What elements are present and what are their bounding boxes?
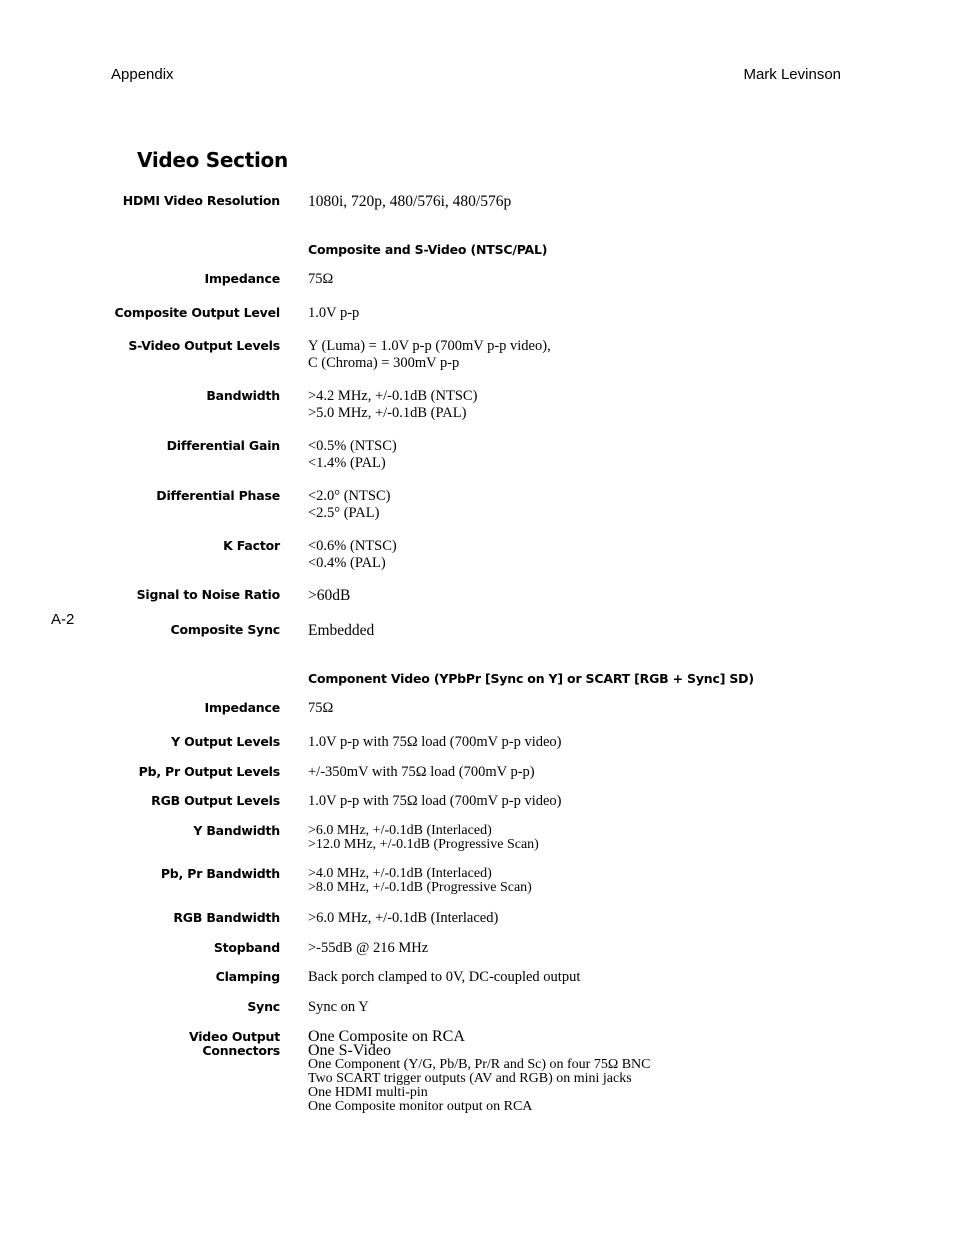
spec-label: Pb, Pr Bandwidth xyxy=(160,866,280,881)
spec-label: Stopband xyxy=(213,940,280,955)
spec-value: +/-350mV with 75Ω load (700mV p-p) xyxy=(308,764,535,780)
spec-value: >6.0 MHz, +/-0.1dB (Interlaced) >12.0 MHz, +/-0.1dB (Progressive Scan) xyxy=(308,823,539,852)
spec-value: Embedded xyxy=(308,622,375,639)
spec-value: >6.0 MHz, +/-0.1dB (Interlaced) xyxy=(308,910,499,926)
spec-value: Sync on Y xyxy=(308,999,369,1015)
spec-label: RGB Bandwidth xyxy=(173,910,280,925)
spec-value: >-55dB @ 216 MHz xyxy=(308,940,429,956)
spec-label: Signal to Noise Ratio xyxy=(136,587,280,602)
spec-value: <2.0° (NTSC) <2.5° (PAL) xyxy=(308,488,391,521)
spec-value: 1.0V p-p xyxy=(308,305,360,321)
spec-label: Differential Gain xyxy=(166,438,280,453)
video-output-connectors-label: Video Output Connectors xyxy=(188,1029,280,1058)
component-heading: Component Video (YPbPr [Sync on Y] or SCART [RGB + Sync] SD) xyxy=(308,671,754,686)
spec-label: S-Video Output Levels xyxy=(128,338,280,353)
spec-value: >4.2 MHz, +/-0.1dB (NTSC) >5.0 MHz, +/-0.1dB (PAL) xyxy=(308,388,478,421)
spec-label: Pb, Pr Output Levels xyxy=(138,764,280,779)
spec-label: Impedance xyxy=(204,271,280,286)
spec-label: Composite Sync xyxy=(170,622,280,637)
spec-label: Clamping xyxy=(215,969,280,984)
spec-label: Impedance xyxy=(204,700,280,715)
spec-label: K Factor xyxy=(223,538,280,553)
header-right: Mark Levinson xyxy=(743,66,841,83)
section-title: Video Section xyxy=(137,148,288,172)
spec-label: Y Bandwidth xyxy=(193,823,280,838)
header-left: Appendix xyxy=(111,66,174,83)
spec-value: >60dB xyxy=(308,587,351,604)
spec-value: <0.5% (NTSC) <1.4% (PAL) xyxy=(308,438,397,471)
spec-label: Sync xyxy=(247,999,280,1014)
spec-value: Back porch clamped to 0V, DC-coupled output xyxy=(308,969,581,985)
spec-value: 1.0V p-p with 75Ω load (700mV p-p video) xyxy=(308,734,562,750)
connector-item: One Composite monitor output on RCA xyxy=(308,1099,533,1114)
composite-svideo-heading: Composite and S-Video (NTSC/PAL) xyxy=(308,242,548,257)
spec-label: Differential Phase xyxy=(156,488,280,503)
hdmi-resolution-label: HDMI Video Resolution xyxy=(122,193,280,208)
connector-item: One Component (Y/G, Pb/B, Pr/R and Sc) on four 75Ω BNC xyxy=(308,1057,651,1072)
page-number: A-2 xyxy=(51,611,75,628)
spec-label: Composite Output Level xyxy=(114,305,280,320)
video-output-connectors-list xyxy=(308,1029,651,1114)
connector-item: One S-Video xyxy=(308,1042,392,1059)
spec-value: 75Ω xyxy=(308,700,334,716)
connector-item: Two SCART trigger outputs (AV and RGB) on mini jacks xyxy=(308,1071,632,1086)
spec-value: 1.0V p-p with 75Ω load (700mV p-p video) xyxy=(308,793,562,809)
hdmi-resolution-value: 1080i, 720p, 480/576i, 480/576p xyxy=(308,193,512,210)
spec-value: Y (Luma) = 1.0V p-p (700mV p-p video), C (Chroma) = 300mV p-p xyxy=(308,338,551,371)
spec-value: <0.6% (NTSC) <0.4% (PAL) xyxy=(308,538,397,571)
spec-value: 75Ω xyxy=(308,271,334,287)
spec-label: Y Output Levels xyxy=(171,734,280,749)
connector-item: One HDMI multi-pin xyxy=(308,1085,428,1100)
spec-label: Bandwidth xyxy=(206,388,280,403)
connector-item: One Composite on RCA xyxy=(308,1028,465,1045)
spec-label: RGB Output Levels xyxy=(151,793,280,808)
spec-value: >4.0 MHz, +/-0.1dB (Interlaced) >8.0 MHz, +/-0.1dB (Progressive Scan) xyxy=(308,866,532,895)
